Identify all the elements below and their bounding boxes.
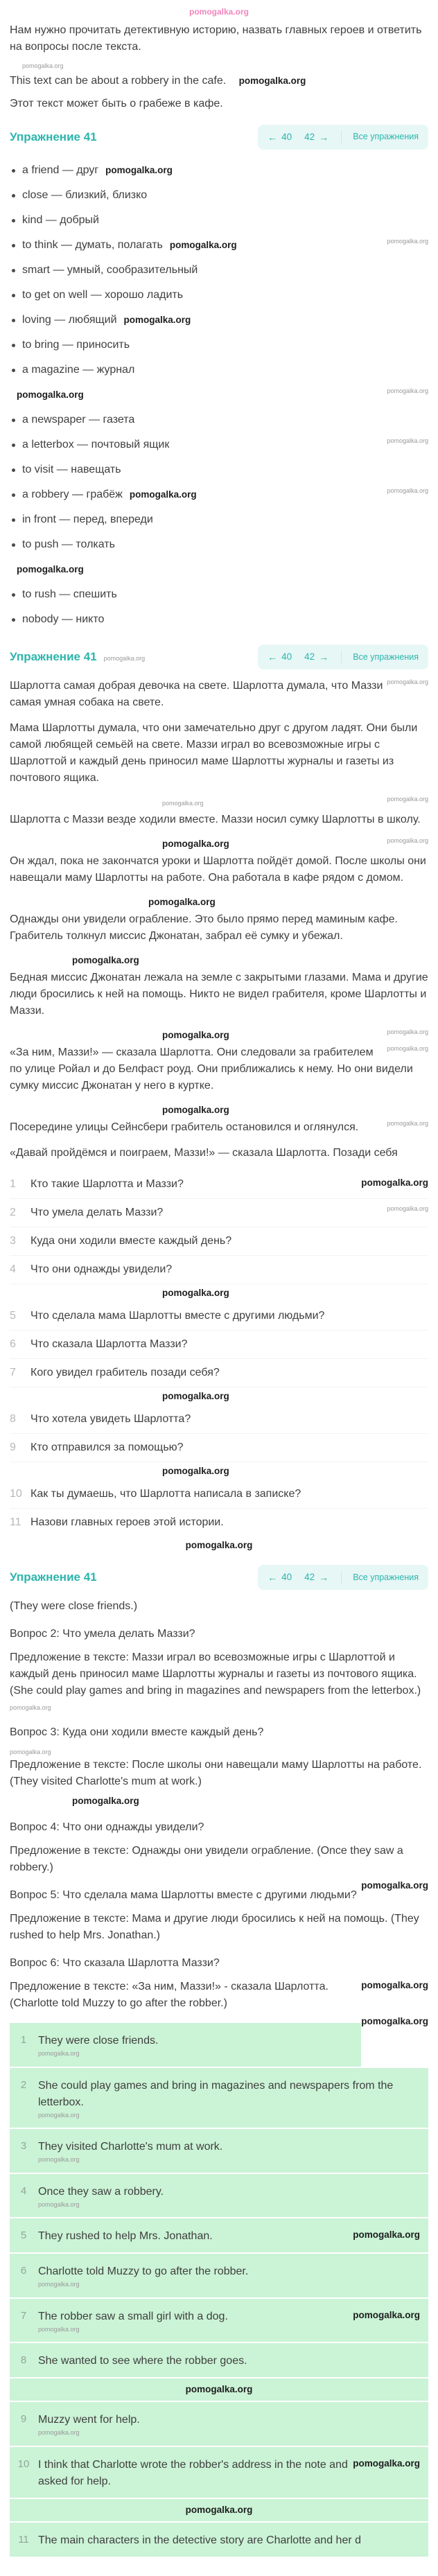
vocab-item xyxy=(10,432,428,457)
next-exercise-number: 42 xyxy=(304,131,315,142)
answer-text: She could play games and bring in magazines and newspapers from the letterbox. xyxy=(38,2079,394,2108)
answer-text: Charlotte told Muzzy to go after the robber. xyxy=(38,2266,249,2278)
watermark-row xyxy=(10,954,428,967)
watermark-row xyxy=(10,1103,428,1117)
task-text-ru: Нам нужно прочитать детективную историю, назвать главных героев и ответить на вопросы после текста. xyxy=(10,24,422,53)
answer-body xyxy=(38,2263,420,2290)
watermark: pomogalka.org xyxy=(387,487,428,494)
watermark: pomogalka.org xyxy=(361,1880,428,1891)
vocab-item xyxy=(10,408,428,432)
watermark: pomogalka.org xyxy=(387,837,428,844)
vocab-item-text: to get on well — хорошо ладить xyxy=(22,288,184,301)
question-number: 11 xyxy=(10,1516,21,1528)
question-number: 6 xyxy=(10,1338,16,1350)
answer-number: 7 xyxy=(20,2309,27,2322)
story-paragraph-text: Шарлотта самая добрая девочка на свете. Шарлотта думала, что Маззи самая умная собака на свете. xyxy=(10,680,383,708)
watermark-row xyxy=(10,796,428,809)
watermark: pomogalka.org xyxy=(185,2504,253,2515)
watermark: pomogalka.org xyxy=(162,1288,229,1298)
exercise-header xyxy=(10,1565,428,1590)
solution-answer: Предложение в тексте: После школы они навещали маму Шарлотты на работе. (They visited Charlotte's mum at work.) xyxy=(10,1759,422,1788)
question-text: Куда они ходили вместе каждый день? xyxy=(30,1235,232,1247)
watermark-row xyxy=(10,2499,428,2523)
question-text: Кого увидел грабитель позади себя? xyxy=(30,1367,220,1378)
solution-answer: Предложение в тексте: Мама и другие люди бросились к ней на помощь. (They rushed to help Mrs. Jonathan.) xyxy=(10,1913,419,1942)
arrow-left-icon: ← xyxy=(268,131,278,143)
watermark: pomogalka.org xyxy=(162,839,229,849)
exercise-title: Упражнение 41 xyxy=(10,1570,97,1584)
question-row xyxy=(10,1434,428,1462)
answer-row xyxy=(10,2174,428,2219)
watermark: pomogalka.org xyxy=(387,678,428,685)
watermark: pomogalka.org xyxy=(238,75,306,86)
arrow-left-icon: ← xyxy=(268,651,278,663)
answer-number: 6 xyxy=(20,2265,27,2277)
question-number: 8 xyxy=(10,1413,16,1425)
watermark: pomogalka.org xyxy=(162,800,204,807)
vocab-item xyxy=(10,158,428,183)
answer-text: They rushed to help Mrs. Jonathan. xyxy=(38,2230,213,2243)
vocabulary-section xyxy=(10,158,428,632)
next-exercise-link[interactable] xyxy=(304,650,328,664)
answer-text: The main characters in the detective story are Charlotte and her d xyxy=(38,2534,362,2546)
question-text-value: Кто такие Шарлотта и Маззи? xyxy=(30,1178,184,1190)
answer-body xyxy=(38,2228,420,2245)
question-row xyxy=(10,1227,428,1256)
vocab-item xyxy=(10,233,428,258)
question-text: Что они однажды увидели? xyxy=(30,1263,173,1275)
vocab-item xyxy=(10,208,428,233)
watermark: pomogalka.org xyxy=(17,563,84,575)
answer-row xyxy=(10,2402,428,2447)
watermark: pomogalka.org xyxy=(387,437,428,444)
watermark: pomogalka.org xyxy=(72,1796,139,1807)
question-row xyxy=(10,1359,428,1387)
watermark: pomogalka.org xyxy=(38,2156,80,2164)
answer-number: 10 xyxy=(17,2457,30,2470)
answer-row xyxy=(10,2254,428,2299)
watermark: pomogalka.org xyxy=(17,389,84,400)
question-row xyxy=(10,1199,428,1227)
vocab-item xyxy=(10,582,428,607)
question-text: Назови главных героев этой истории. xyxy=(30,1516,224,1528)
prev-exercise-link[interactable] xyxy=(268,130,292,144)
solution-block xyxy=(10,1955,428,2027)
solution-answer xyxy=(10,1979,428,2012)
answer-number: 3 xyxy=(20,2140,27,2153)
vocab-item-text: close — близкий, близко xyxy=(22,189,148,201)
watermark: pomogalka.org xyxy=(361,2016,428,2027)
watermark: pomogalka.org xyxy=(387,1045,428,1052)
vocab-item-text: a newspaper — газета xyxy=(22,413,135,426)
watermark: pomogalka.org xyxy=(38,2050,80,2058)
answer-body xyxy=(38,2532,420,2549)
vocab-item-text: a magazine — журнал xyxy=(22,363,135,376)
solution-block xyxy=(10,1626,428,1713)
vocab-item-text: to push — толкать xyxy=(22,538,115,550)
solution-answer-text: Предложение в тексте: «За ним, Маззи!» - сказала Шарлотта. (Charlotte told Muzzy to go after the robber.) xyxy=(10,1981,328,2010)
watermark: pomogalka.org xyxy=(162,1466,229,1476)
watermark: pomogalka.org xyxy=(22,62,64,69)
watermark: pomogalka.org xyxy=(353,2457,420,2469)
watermark: pomogalka.org xyxy=(10,1704,51,1712)
question-row xyxy=(10,1405,428,1434)
watermark: pomogalka.org xyxy=(169,239,237,250)
vocab-item xyxy=(10,258,428,283)
story-paragraph: Однажды они увидели ограбление. Это было прямо перед маминым кафе. Грабитель толкнул миссис Джонатан, забрал её сумку и убежал. xyxy=(10,913,398,942)
answer-text: They were close friends. xyxy=(38,2035,159,2047)
exercise-nav xyxy=(258,125,428,150)
question-text-value: Что умела делать Маззи? xyxy=(30,1207,164,1218)
solution-question: Вопрос 4: Что они однажды увидели? xyxy=(10,1821,204,1834)
watermark: pomogalka.org xyxy=(387,237,428,245)
story-paragraph: Он ждал, пока не закончатся уроки и Шарлотта пойдёт домой. После школы они навещали маму Шарлотты на работе. Она работала в кафе рядом с домом. xyxy=(10,855,426,884)
answer-row xyxy=(10,2523,428,2558)
story-paragraph-text: Посередине улицы Сейнсбери грабитель остановился и оглянулся. xyxy=(10,1121,359,1133)
solution-block xyxy=(10,1819,428,1876)
question-text xyxy=(30,1176,428,1193)
watermark: pomogalka.org xyxy=(162,1105,229,1115)
vocab-item xyxy=(10,532,428,557)
solution-block xyxy=(10,1724,428,1791)
watermark: pomogalka.org xyxy=(38,2325,80,2333)
prev-exercise-link[interactable] xyxy=(268,650,292,664)
question-text: Что сделала мама Шарлотты вместе с другими людьми? xyxy=(30,1310,325,1322)
solution-intro-en: (They were close friends.) xyxy=(10,1600,138,1613)
story-paragraph xyxy=(10,1119,428,1136)
prev-exercise-link[interactable] xyxy=(268,1570,292,1584)
question-row xyxy=(10,1256,428,1284)
watermark-row xyxy=(10,1286,428,1300)
question-text: Что хотела увидеть Шарлотта? xyxy=(30,1413,191,1425)
exercise-nav xyxy=(258,645,428,669)
vocab-item-text: in front — перед, впереди xyxy=(22,513,153,525)
watermark: pomogalka.org xyxy=(38,2111,80,2119)
watermark-row xyxy=(10,2378,428,2402)
watermark: pomogalka.org xyxy=(361,1177,428,1188)
watermark: pomogalka.org xyxy=(353,2229,420,2241)
exercise-title: Упражнение 41 xyxy=(10,130,97,143)
next-exercise-link[interactable] xyxy=(304,130,328,144)
arrow-right-icon: → xyxy=(319,131,329,143)
answer-body xyxy=(38,2412,420,2438)
answer-text: Muzzy went for help. xyxy=(38,2414,140,2426)
watermark: pomogalka.org xyxy=(148,897,216,907)
story-paragraph: «Давай пройдёмся и поиграем, Маззи!» — сказала Шарлотта. Позади себя xyxy=(10,1147,398,1159)
answer-body xyxy=(38,2184,420,2210)
watermark: pomogalka.org xyxy=(103,655,146,663)
watermark: pomogalka.org xyxy=(162,1391,229,1401)
answer-line-en xyxy=(10,73,428,89)
answer-number: 9 xyxy=(20,2413,27,2426)
answer-number: 1 xyxy=(20,2034,27,2047)
answer-body xyxy=(38,2457,420,2490)
vocab-item-text: kind — добрый xyxy=(22,213,99,226)
solution-question: Вопрос 3: Куда они ходили вместе каждый день? xyxy=(10,1726,264,1738)
answer-text-ru: Этот текст может быть о грабеже в кафе. xyxy=(10,97,223,109)
watermark: pomogalka.org xyxy=(185,2384,253,2395)
exercise-header xyxy=(10,125,428,150)
answer-number: 8 xyxy=(20,2354,27,2367)
question-row xyxy=(10,1171,428,1199)
exercise-title-wrap xyxy=(10,128,97,146)
watermark: pomogalka.org xyxy=(185,1540,253,1550)
question-number: 3 xyxy=(10,1235,16,1247)
answer-text-en: This text can be about a robbery in the cafe. xyxy=(10,74,227,87)
watermark: pomogalka.org xyxy=(387,387,428,394)
question-row xyxy=(10,1480,428,1509)
answer-number: 5 xyxy=(20,2229,27,2242)
question-row xyxy=(10,1331,428,1359)
answer-row xyxy=(10,2129,428,2174)
answer-row xyxy=(10,2068,428,2130)
answer-number: 2 xyxy=(20,2078,27,2091)
question-number: 2 xyxy=(10,1207,16,1218)
answer-text: I think that Charlotte wrote the robber's address in the note and asked for help. xyxy=(38,2458,348,2487)
story-section xyxy=(10,678,428,1162)
solution-answer: Предложение в тексте: Маззи играл во всевозможные игры с Шарлоттой и каждый день приносил маме Шарлотты журналы и газеты из почтового ящика. (She could play games and bring in magazines and newspapers from the letterbox.) xyxy=(10,1651,421,1697)
arrow-right-icon: → xyxy=(319,651,329,663)
solution-question: Вопрос 2: Что умела делать Маззи? xyxy=(10,1628,195,1640)
watermark: pomogalka.org xyxy=(353,2309,420,2320)
vocab-item-text: smart — умный, сообразительный xyxy=(22,263,198,276)
story-paragraph-text: «За ним, Маззи!» — сказала Шарлотта. Они следовали за грабителем по улице Ройал и до Белфаст роуд. Они приближались к нему. Но они видели сумку миссис Джонатан у него в куртке. xyxy=(10,1046,413,1092)
answer-body xyxy=(38,2308,420,2335)
watermark-row xyxy=(10,1464,428,1478)
watermark-row xyxy=(10,1539,428,1552)
exercise-title-wrap xyxy=(10,1568,97,1586)
watermark: pomogalka.org xyxy=(123,314,191,325)
prev-exercise-number: 40 xyxy=(281,651,292,662)
solution-section xyxy=(10,1598,428,2027)
answer-text: The robber saw a small girl with a dog. xyxy=(38,2310,228,2322)
exercise-title: Упражнение 41 xyxy=(10,650,97,664)
vocab-item-text: to visit — навещать xyxy=(22,463,121,475)
vocab-item xyxy=(10,283,428,308)
answer-body xyxy=(38,2139,420,2165)
watermark-row xyxy=(10,837,428,851)
watermark: pomogalka.org xyxy=(361,1980,428,1991)
answer-number: 4 xyxy=(20,2184,27,2197)
next-exercise-number: 42 xyxy=(304,651,315,662)
question-text xyxy=(30,1204,428,1221)
watermark-row xyxy=(10,1390,428,1403)
answer-number: 11 xyxy=(18,2533,29,2546)
watermark: pomogalka.org xyxy=(72,955,139,965)
all-exercises-link[interactable]: Все упражнения xyxy=(341,651,419,664)
watermark-row xyxy=(10,1794,428,1808)
exercise-nav xyxy=(258,1565,428,1590)
answers-section xyxy=(10,2023,428,2558)
watermark: pomogalka.org xyxy=(387,1028,428,1035)
solution-answer: Предложение в тексте: Однажды они увидели ограбление. (Once they saw a robbery.) xyxy=(10,1845,403,1874)
exercise-header xyxy=(10,645,428,669)
watermark-row xyxy=(10,1028,428,1042)
all-exercises-link[interactable]: Все упражнения xyxy=(341,130,419,143)
question-text: Кто отправился за помощью? xyxy=(30,1442,184,1453)
vocab-item xyxy=(10,507,428,532)
vocab-item-text: a friend — друг xyxy=(22,164,99,176)
solution-question: Вопрос 5: Что сделала мама Шарлотты вместе с другими людьми? xyxy=(10,1889,357,1902)
next-exercise-number: 42 xyxy=(304,1572,315,1582)
vocab-item-text: a robbery — грабёж xyxy=(22,488,123,500)
answer-row xyxy=(10,2218,428,2254)
vocab-item xyxy=(10,333,428,358)
answer-row xyxy=(10,2343,428,2378)
vocab-item-text: a letterbox — почтовый ящик xyxy=(22,438,170,450)
question-text: Как ты думаешь, что Шарлотта написала в записке? xyxy=(30,1488,301,1500)
story-paragraph: Бедная миссис Джонатан лежала на земле с закрытыми глазами. Мама и другие люди бросились к ней на помощь. Никто не видел грабителя, кроме Шарлотты и Маззи. xyxy=(10,972,428,1017)
watermark: pomogalka.org xyxy=(387,1120,428,1127)
solution-question: Вопрос 6: Что сказала Шарлотта Маззи? xyxy=(10,1957,220,1970)
watermark: pomogalka.org xyxy=(387,1205,428,1212)
prev-exercise-number: 40 xyxy=(281,131,292,142)
watermark-row xyxy=(10,895,428,909)
question-row xyxy=(10,1509,428,1536)
watermark-row xyxy=(10,383,428,408)
watermark: pomogalka.org xyxy=(38,2281,80,2288)
answer-row xyxy=(10,2023,361,2068)
vocab-item-text: to think — думать, полагать xyxy=(22,238,163,251)
watermark: pomogalka.org xyxy=(387,796,428,803)
answer-row xyxy=(10,2299,428,2344)
question-number: 5 xyxy=(10,1310,16,1322)
question-number: 9 xyxy=(10,1442,16,1453)
answer-text: They visited Charlotte's mum at work. xyxy=(38,2141,223,2153)
watermark: pomogalka.org xyxy=(105,164,173,175)
intro-section xyxy=(10,22,428,112)
answer-body xyxy=(38,2078,420,2121)
prev-exercise-number: 40 xyxy=(281,1572,292,1582)
answer-body xyxy=(38,2353,420,2369)
question-number: 4 xyxy=(10,1263,16,1275)
watermark: pomogalka.org xyxy=(162,1030,229,1040)
vocab-item xyxy=(10,183,428,208)
question-text: Что сказала Шарлотта Маззи? xyxy=(30,1338,188,1350)
question-row xyxy=(10,1302,428,1331)
answer-row xyxy=(10,2447,428,2499)
question-number: 1 xyxy=(10,1178,16,1190)
all-exercises-link[interactable]: Все упражнения xyxy=(341,1571,419,1584)
story-paragraph: Шарлотта с Маззи везде ходили вместе. Маззи носил сумку Шарлотты в школу. xyxy=(10,814,421,825)
watermark: pomogalka.org xyxy=(129,489,197,500)
watermark: pomogalka.org xyxy=(38,2429,80,2437)
watermark: pomogalka.org xyxy=(38,2200,80,2208)
vocab-item-text: to bring — приносить xyxy=(22,338,130,351)
solution-block xyxy=(10,1887,428,1944)
answer-body xyxy=(38,2033,353,2059)
story-paragraph xyxy=(10,1044,428,1094)
questions-section xyxy=(10,1171,428,1552)
vocab-item-text: loving — любящий xyxy=(22,313,117,326)
vocab-item xyxy=(10,607,428,632)
vocab-item xyxy=(10,482,428,507)
arrow-right-icon: → xyxy=(319,1572,329,1584)
answer-text: She wanted to see where the robber goes. xyxy=(38,2355,247,2367)
answer-text: Once they saw a robbery. xyxy=(38,2185,164,2198)
story-paragraph: Мама Шарлотты думала, что они замечательно друг с другом ладят. Они были самой любящей семьёй на свете. Маззи играл во всевозможные игры с Шарлоттой и каждый день приносил маме Шарлотты журналы и газеты из почтового ящика. xyxy=(10,722,418,784)
exercise-title-wrap xyxy=(10,648,145,666)
vocab-item xyxy=(10,358,428,383)
vocab-item-text: to rush — спешить xyxy=(22,588,117,600)
arrow-left-icon: ← xyxy=(268,1572,278,1584)
watermark-row xyxy=(10,557,428,582)
vocab-item xyxy=(10,308,428,333)
next-exercise-link[interactable] xyxy=(304,1570,328,1584)
watermark: pomogalka.org xyxy=(189,7,249,17)
question-number: 7 xyxy=(10,1367,16,1378)
watermark: pomogalka.org xyxy=(10,1748,51,1755)
vocabulary-list xyxy=(10,158,428,632)
vocab-item xyxy=(10,457,428,482)
vocab-item-text: nobody — никто xyxy=(22,613,105,625)
question-number: 10 xyxy=(10,1488,22,1500)
story-paragraph xyxy=(10,678,428,711)
